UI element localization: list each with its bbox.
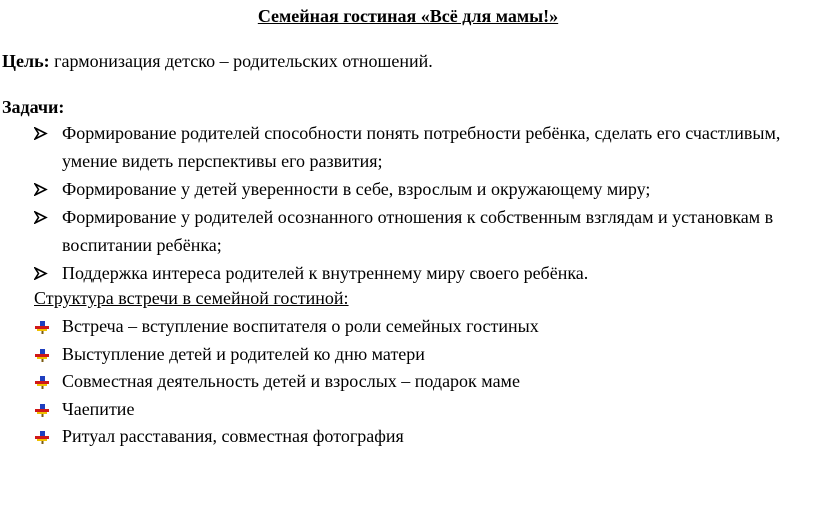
task-text: Поддержка интереса родителей к внутреннему миру своего ребёнка. <box>62 263 589 283</box>
structure-list <box>0 313 816 451</box>
arrow-bullet-icon <box>34 127 48 140</box>
arrow-bullet-icon <box>34 211 48 224</box>
task-text: Формирование родителей способности понять потребности ребёнка, сделать его счастливым, умение видеть перспективы его развития; <box>62 123 781 171</box>
task-item <box>0 175 816 203</box>
task-text: Формирование у родителей осознанного отношения к собственным взглядам и установкам в воспитании ребёнка; <box>62 207 774 255</box>
structure-item <box>0 341 816 369</box>
pushpin-bullet-icon <box>34 403 50 417</box>
structure-text: Совместная деятельность детей и взрослых – подарок маме <box>62 371 520 391</box>
goal-text: гармонизация детско – родительских отношений. <box>49 51 433 71</box>
structure-item <box>0 396 816 424</box>
structure-text: Чаепитие <box>62 398 135 419</box>
structure-item <box>0 313 816 341</box>
structure-heading: Структура встречи в семейной гостиной: <box>34 288 349 308</box>
arrow-bullet-icon <box>34 267 48 280</box>
pushpin-bullet-icon <box>34 320 50 334</box>
structure-text: Ритуал расставания, совместная фотография <box>62 426 404 446</box>
task-text: Формирование у детей уверенности в себе, взрослым и окружающему миру; <box>62 179 651 199</box>
pushpin-bullet-icon <box>34 430 50 444</box>
task-item <box>0 259 816 287</box>
tasks-heading: Задачи: <box>2 97 65 117</box>
goal-line <box>2 50 433 72</box>
structure-text: Встреча – вступление воспитателя о роли семейных гостиных <box>62 316 539 336</box>
pushpin-bullet-icon <box>34 348 50 362</box>
task-item <box>0 203 816 259</box>
task-list <box>0 119 816 287</box>
document-title: Семейная гостиная «Всё для мамы!» <box>257 6 559 26</box>
goal-label: Цель: <box>2 51 50 71</box>
arrow-bullet-icon <box>34 183 48 196</box>
structure-item <box>0 368 816 396</box>
structure-item <box>0 423 816 451</box>
task-item <box>0 119 816 175</box>
structure-text: Выступление детей и родителей ко дню матери <box>62 343 425 364</box>
pushpin-bullet-icon <box>34 375 50 389</box>
